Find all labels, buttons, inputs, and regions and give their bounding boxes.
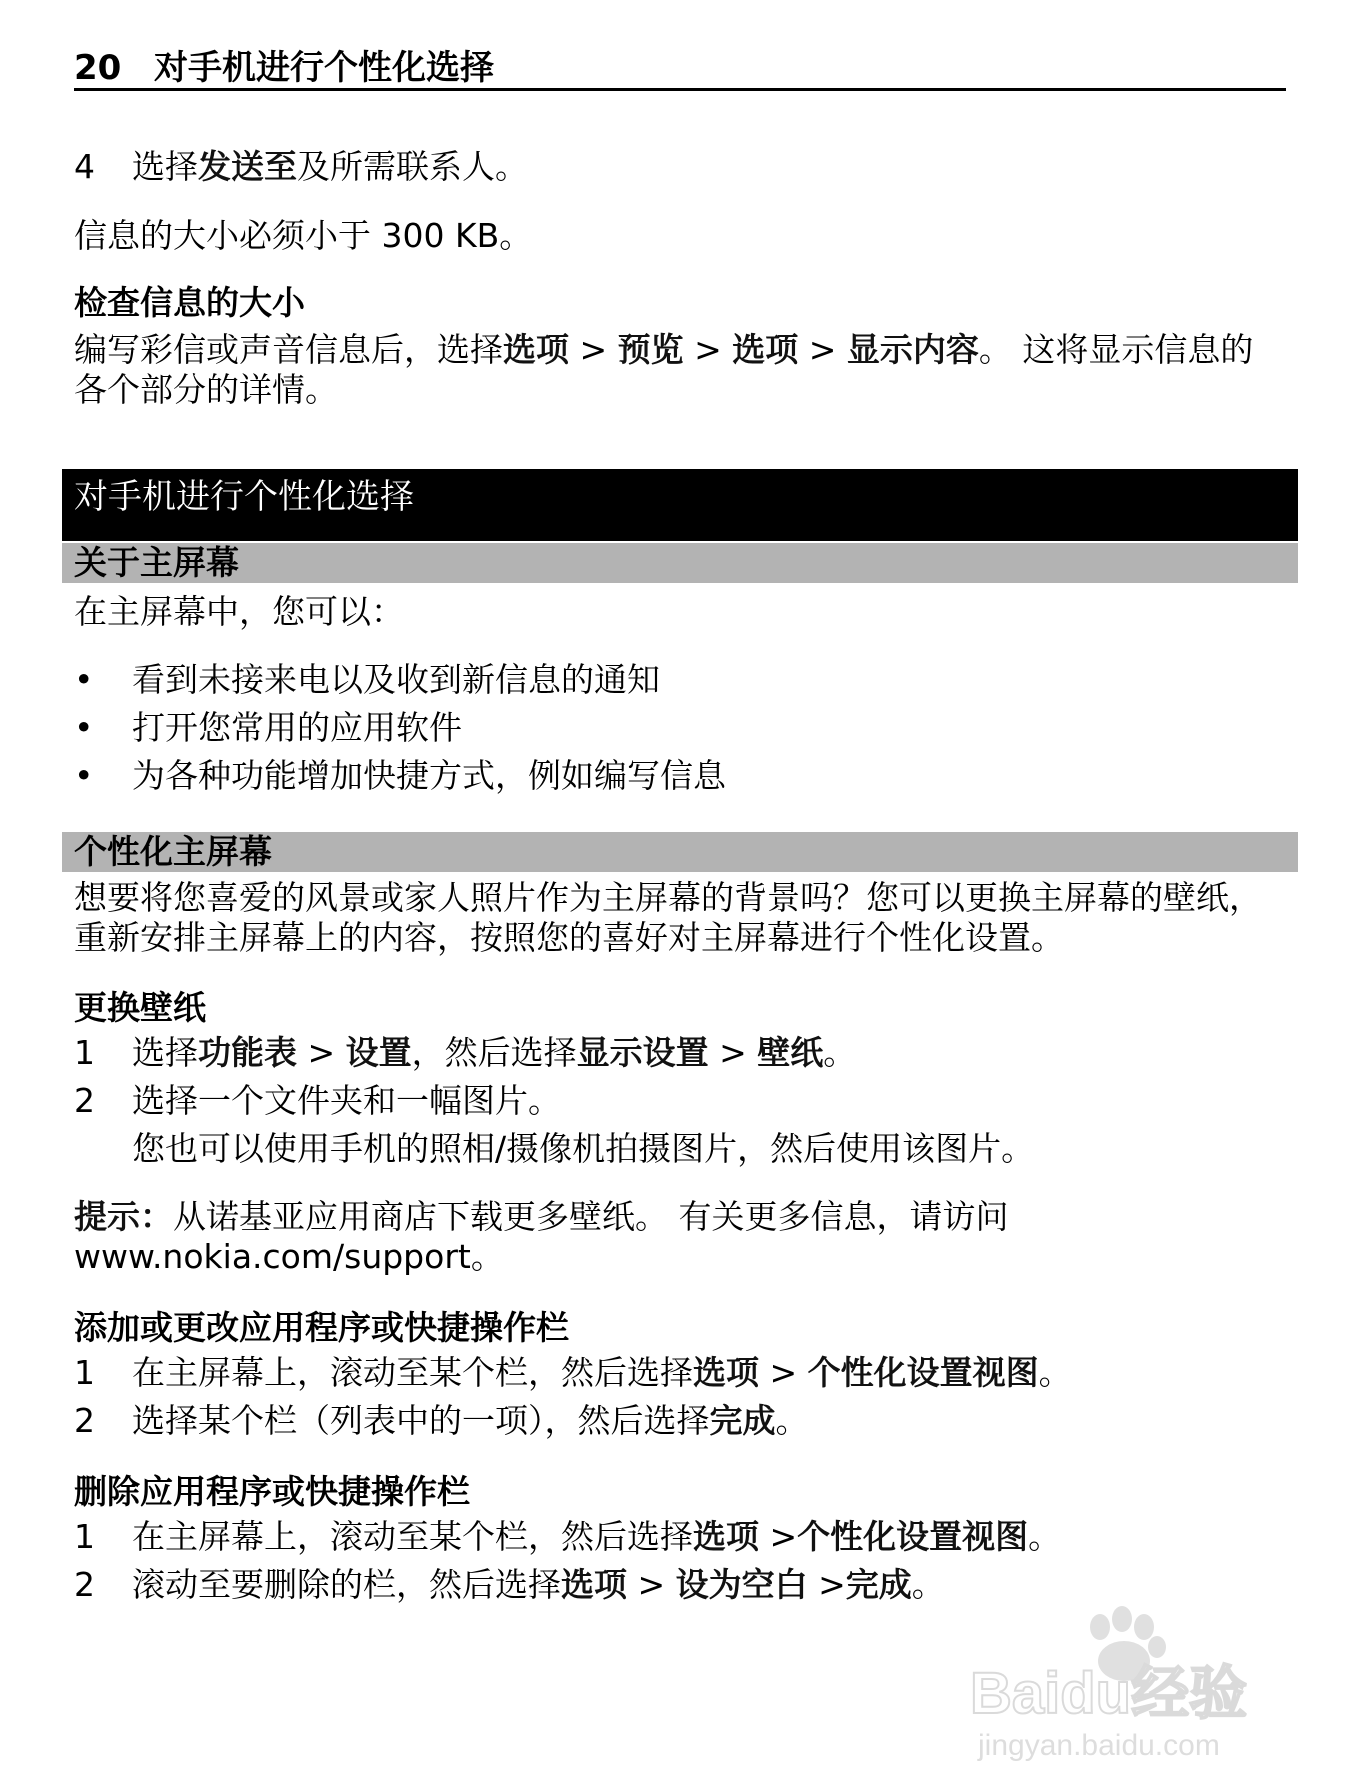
menu-done: 完成 xyxy=(709,1401,776,1440)
wallpaper-step-1 xyxy=(74,1033,1286,1073)
menu-options: 选项 xyxy=(732,330,799,369)
about-home-heading: 关于主屏幕 xyxy=(62,543,1298,583)
bullet-marker: • xyxy=(74,708,94,747)
step-post: 。 xyxy=(1038,1353,1072,1392)
step-number: 1 xyxy=(74,1033,95,1072)
baidu-watermark xyxy=(950,1605,1280,1765)
check-pre: 编写彩信或声音信息后，选择 xyxy=(74,330,503,369)
support-url: www.nokia.com/support。 xyxy=(74,1237,504,1276)
list-item xyxy=(74,708,1286,748)
menu-separator: > xyxy=(708,1033,758,1072)
about-intro: 在主屏幕中，您可以： xyxy=(74,592,404,631)
menu-separator: > xyxy=(683,330,733,369)
tip-text xyxy=(74,1197,1286,1237)
section-title-bar xyxy=(62,469,1298,541)
step-number: 4 xyxy=(74,147,95,186)
step-text xyxy=(132,1401,1286,1441)
baidu-paw-icon xyxy=(950,1605,1280,1765)
wallpaper-step-2 xyxy=(74,1081,1286,1121)
step-text xyxy=(132,147,1286,187)
menu-separator: > xyxy=(297,1033,346,1072)
bullet-text: 打开您常用的应用软件 xyxy=(132,708,462,747)
step-send-to xyxy=(74,147,1286,187)
page-number: 20 xyxy=(74,48,122,88)
list-item xyxy=(74,756,1286,796)
menu-send-to: 发送至 xyxy=(198,147,297,186)
wallpaper-note: 您也可以使用手机的照相/摄像机拍摄图片，然后使用该图片。 xyxy=(132,1129,1035,1168)
personalize-intro: 想要将您喜爱的风景或家人照片作为主屏幕的背景吗？您可以更换主屏幕的壁纸，重新安排主屏幕上的内容，按照您的喜好对主屏幕进行个性化设置。 xyxy=(74,878,1262,957)
step-number: 2 xyxy=(74,1081,95,1120)
page-header xyxy=(74,48,1286,91)
menu-done: 完成 xyxy=(845,1565,912,1604)
step-text xyxy=(132,1033,1286,1073)
menu-preview: 预览 xyxy=(617,330,684,369)
menu-options: 选项 xyxy=(561,1565,627,1604)
menu-personalize-view: 个性化设置视图 xyxy=(807,1353,1039,1392)
step-post: 。 xyxy=(1028,1517,1062,1556)
add-bar-step-2 xyxy=(74,1401,1286,1441)
menu-function: 功能表 xyxy=(198,1033,297,1072)
menu-separator: > xyxy=(569,330,618,369)
step-pre: 在主屏幕上，滚动至某个栏，然后选择 xyxy=(132,1517,693,1556)
delete-bar-step-1 xyxy=(74,1517,1286,1557)
step-number: 2 xyxy=(74,1401,95,1440)
step-text xyxy=(132,1565,1286,1605)
menu-separator: > xyxy=(798,330,847,369)
tip-body: 从诺基亚应用商店下载更多壁纸。 有关更多信息，请访问 xyxy=(173,1197,1009,1236)
menu-show-content: 显示内容 xyxy=(846,330,979,369)
watermark-brand: Baidu经验 xyxy=(970,1661,1248,1726)
step-number: 1 xyxy=(74,1353,95,1392)
menu-settings: 设置 xyxy=(345,1033,412,1072)
menu-wallpaper: 壁纸 xyxy=(757,1033,824,1072)
step-text xyxy=(132,1517,1286,1557)
menu-set-blank: 设为空白 xyxy=(675,1565,808,1604)
menu-options: 选项 xyxy=(693,1353,759,1392)
menu-separator: > xyxy=(627,1565,676,1604)
menu-display-settings: 显示设置 xyxy=(576,1033,709,1072)
section-title: 对手机进行个性化选择 xyxy=(74,477,414,517)
step-post: 。 xyxy=(823,1033,857,1072)
menu-separator: > xyxy=(759,1517,798,1556)
header-title: 对手机进行个性化选择 xyxy=(154,48,494,88)
step-pre: 选择某个栏（列表中的一项），然后选择 xyxy=(132,1401,710,1440)
step-text xyxy=(132,1353,1286,1393)
step-pre: 滚动至要删除的栏，然后选择 xyxy=(132,1565,561,1604)
step-text: 选择一个文件夹和一幅图片。 xyxy=(132,1081,561,1120)
check-post: 。 这将显示信息的各个部分的详情。 xyxy=(74,330,1254,409)
change-wallpaper-heading: 更换壁纸 xyxy=(74,988,206,1027)
menu-options: 选项 xyxy=(503,330,569,369)
menu-separator: > xyxy=(759,1353,808,1392)
list-item xyxy=(74,660,1286,700)
bullet-text: 为各种功能增加快捷方式，例如编写信息 xyxy=(132,756,726,795)
add-bar-step-1 xyxy=(74,1353,1286,1393)
step-text-pre: 选择 xyxy=(132,147,198,186)
step-number: 2 xyxy=(74,1565,95,1604)
step-pre: 选择 xyxy=(132,1033,198,1072)
delete-bar-step-2 xyxy=(74,1565,1286,1605)
step-post: 。 xyxy=(775,1401,809,1440)
step-post: 。 xyxy=(911,1565,945,1604)
menu-options: 选项 xyxy=(693,1517,759,1556)
bullet-marker: • xyxy=(74,660,94,699)
delete-bar-heading: 删除应用程序或快捷操作栏 xyxy=(74,1472,470,1511)
step-text-post: 及所需联系人。 xyxy=(297,147,528,186)
step-number: 1 xyxy=(74,1517,95,1556)
step-pre: 在主屏幕上，滚动至某个栏，然后选择 xyxy=(132,1353,693,1392)
tip-label: 提示： xyxy=(74,1197,173,1236)
check-size-heading: 检查信息的大小 xyxy=(74,283,305,322)
step-mid: ，然后选择 xyxy=(411,1033,577,1072)
add-bar-heading: 添加或更改应用程序或快捷操作栏 xyxy=(74,1308,569,1347)
check-size-text xyxy=(74,330,1286,410)
watermark-url: jingyan.baidu.com xyxy=(978,1729,1220,1762)
size-note: 信息的大小必须小于 300 KB。 xyxy=(74,216,533,255)
menu-separator: > xyxy=(807,1565,846,1604)
bullet-marker: • xyxy=(74,756,94,795)
personalize-home-heading: 个性化主屏幕 xyxy=(62,832,1298,872)
bullet-text: 看到未接来电以及收到新信息的通知 xyxy=(132,660,660,699)
menu-personalize-view: 个性化设置视图 xyxy=(797,1517,1029,1556)
